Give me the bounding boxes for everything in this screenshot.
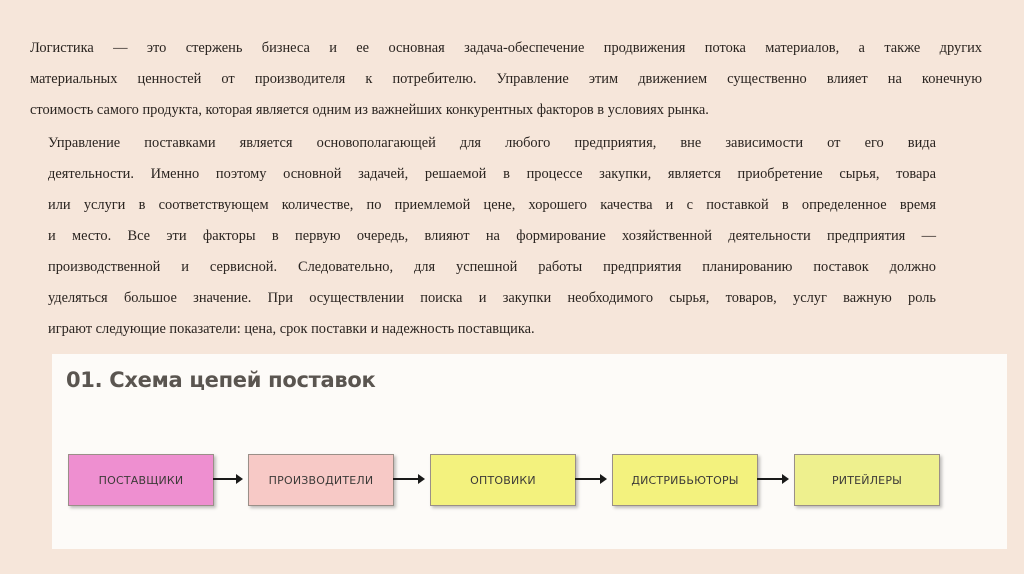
- chain-box-wholesalers: ОПТОВИКИ: [430, 454, 576, 506]
- diagram-title: 01. Схема цепей поставок: [66, 368, 376, 392]
- intro-paragraph: [30, 33, 982, 126]
- text-line: Логистика — это стержень бизнеса и ее основная задача-обеспечение продвижения потока материалов, а также других: [30, 40, 982, 56]
- chain-box-suppliers: ПОСТАВЩИКИ: [68, 454, 214, 506]
- arrow-icon: [393, 478, 423, 480]
- text-line: Управление поставками является основополагающей для любого предприятия, вне зависимости от его вида: [48, 135, 936, 151]
- supply-chain-diagram: [52, 354, 1007, 549]
- chain-box-retailers: РИТЕЙЛЕРЫ: [794, 454, 940, 506]
- arrow-icon: [575, 478, 605, 480]
- text-line: уделяться большое значение. При осуществлении поиска и закупки необходимого сырья, товаров, услуг важную роль: [48, 290, 936, 306]
- chain-box-distributors: ДИСТРИБЬЮТОРЫ: [612, 454, 758, 506]
- text-line: и место. Все эти факторы в первую очередь, влияют на формирование хозяйственной деятельности предприятия —: [48, 228, 936, 244]
- arrow-icon: [757, 478, 787, 480]
- text-line: стоимость самого продукта, которая является одним из важнейших конкурентных факторов в условиях рынка.: [30, 102, 709, 118]
- supply-paragraph: [48, 128, 936, 345]
- arrow-icon: [213, 478, 241, 480]
- text-line: или услуги в соответствующем количестве, по приемлемой цене, хорошего качества и с поставкой в определенное время: [48, 197, 936, 213]
- chain-box-manufacturers: ПРОИЗВОДИТЕЛИ: [248, 454, 394, 506]
- text-line: играют следующие показатели: цена, срок поставки и надежность поставщика.: [48, 321, 535, 337]
- text-line: материальных ценностей от производителя к потребителю. Управление этим движением существенно влияет на конечную: [30, 71, 982, 87]
- text-line: деятельности. Именно поэтому основной задачей, решаемой в процессе закупки, является приобретение сырья, товара: [48, 166, 936, 182]
- text-line: производственной и сервисной. Следовательно, для успешной работы предприятия планированию поставок должно: [48, 259, 936, 275]
